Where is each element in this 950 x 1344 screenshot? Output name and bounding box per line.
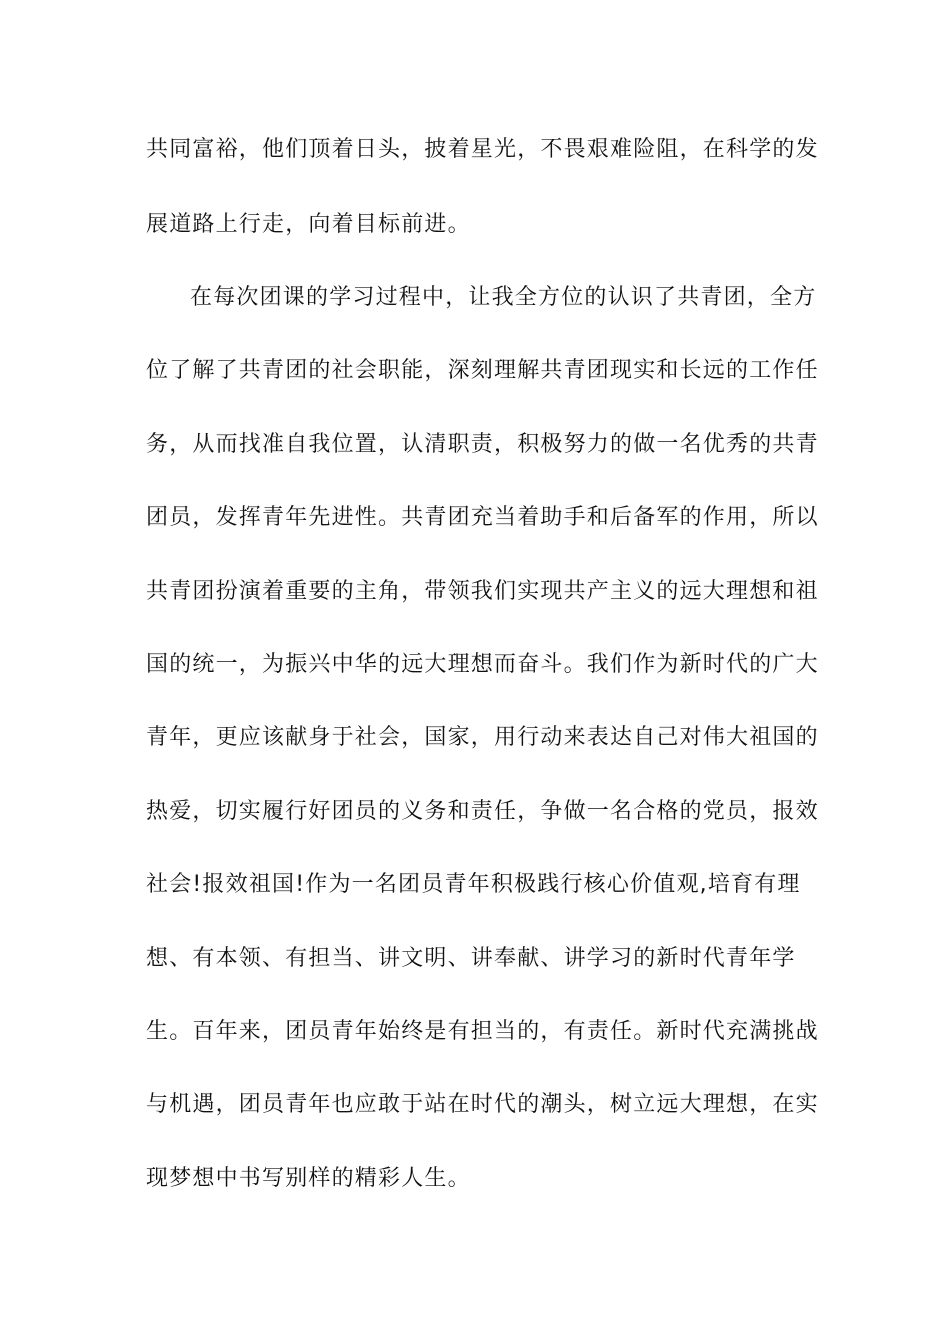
paragraph-line: 想、有本领、有担当、讲文明、讲奉献、讲学习的新时代青年学 <box>146 946 796 971</box>
paragraph-first-line: 在每次团课的学习过程中，让我全方位的认识了共青团，全方 <box>190 285 817 310</box>
paragraph-line: 共青团扮演着重要的主角，带领我们实现共产主义的远大理想和祖 <box>146 579 819 604</box>
paragraph-line: 与机遇，团员青年也应敢于站在时代的潮头，树立远大理想，在实 <box>146 1092 819 1117</box>
paragraph-line: 共同富裕，他们顶着日头，披着星光，不畏艰难险阻，在科学的发 <box>146 137 819 162</box>
paragraph-line: 现梦想中书写别样的精彩人生。 <box>146 1166 471 1191</box>
paragraph-line: 展道路上行走，向着目标前进。 <box>146 212 471 237</box>
paragraph-line: 务，从而找准自我位置，认清职责，积极努力的做一名优秀的共青 <box>146 432 819 457</box>
paragraph-line: 社会!报效祖国!作为一名团员青年积极践行核心价值观,培育有理 <box>146 872 801 897</box>
paragraph-line: 热爱，切实履行好团员的义务和责任，争做一名合格的党员，报效 <box>146 799 819 824</box>
paragraph-line: 国的统一，为振兴中华的远大理想而奋斗。我们作为新时代的广大 <box>146 652 819 677</box>
paragraph-line: 位了解了共青团的社会职能，深刻理解共青团现实和长远的工作任 <box>146 358 819 383</box>
paragraph-line: 团员，发挥青年先进性。共青团充当着助手和后备军的作用，所以 <box>146 505 819 530</box>
paragraph-line: 青年，更应该献身于社会，国家，用行动来表达自己对伟大祖国的 <box>146 725 819 750</box>
paragraph-line: 生。百年来，团员青年始终是有担当的，有责任。新时代充满挑战 <box>146 1019 819 1044</box>
